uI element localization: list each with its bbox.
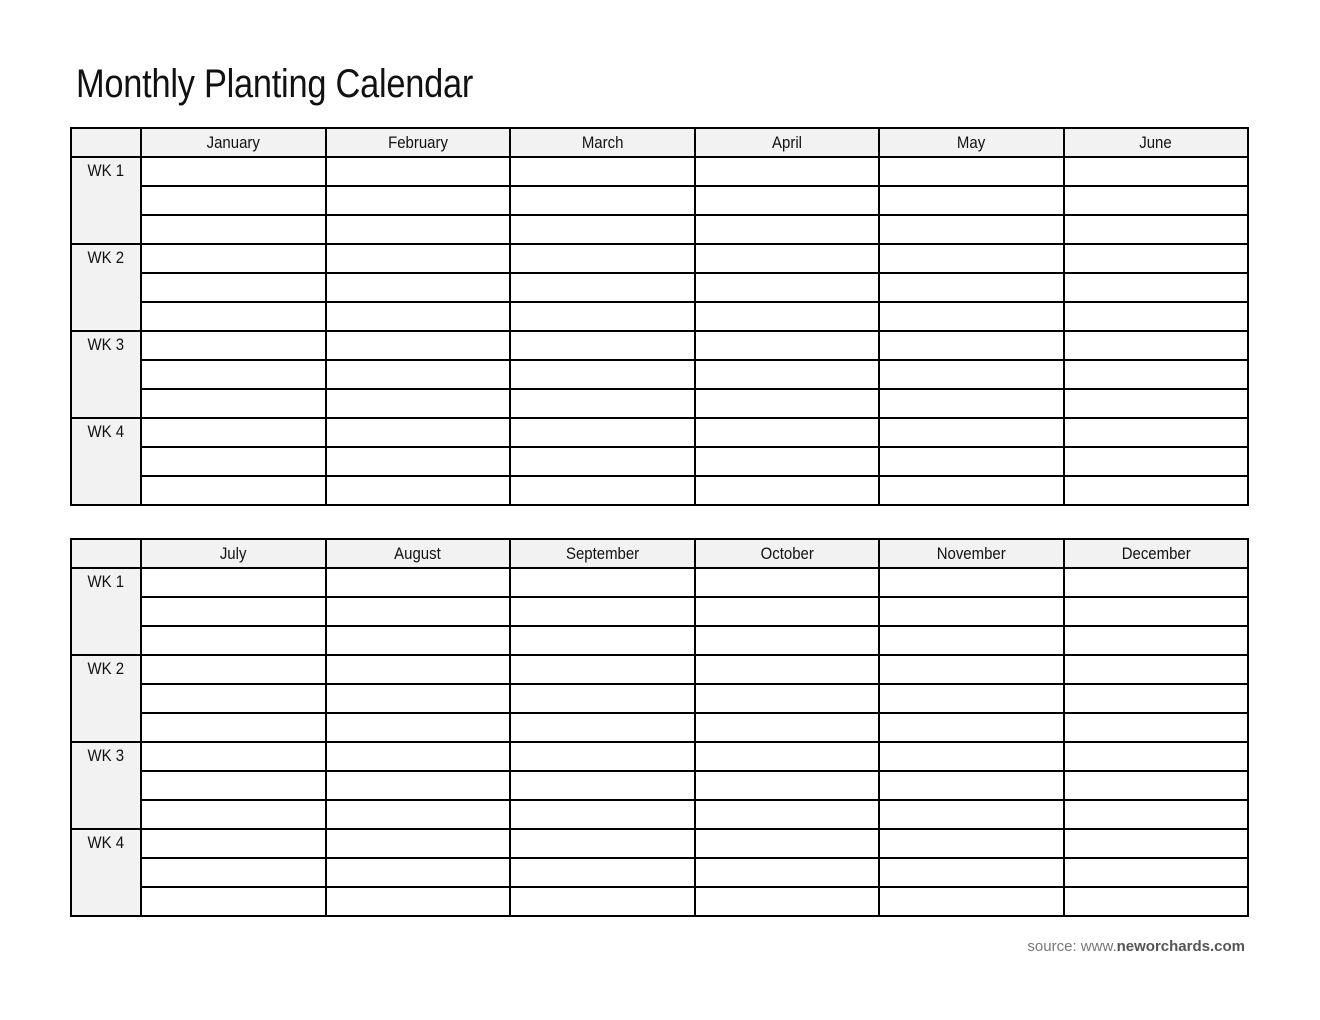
planting-cell[interactable] xyxy=(879,829,1064,858)
planting-cell[interactable] xyxy=(695,771,880,800)
planting-cell[interactable] xyxy=(510,302,695,331)
planting-cell[interactable] xyxy=(510,829,695,858)
planting-cell[interactable] xyxy=(1064,829,1249,858)
week-label: WK 4 xyxy=(71,829,141,916)
planting-cell[interactable] xyxy=(695,829,880,858)
planting-cell[interactable] xyxy=(879,331,1064,360)
planting-cell[interactable] xyxy=(510,655,695,684)
week-label: WK 1 xyxy=(71,568,141,655)
planting-cell[interactable] xyxy=(141,655,326,684)
planting-cell[interactable] xyxy=(326,360,511,389)
planting-cell[interactable] xyxy=(879,215,1064,244)
month-header: January xyxy=(141,128,326,157)
planting-cell[interactable] xyxy=(141,476,326,505)
month-header: June xyxy=(1064,128,1249,157)
planting-cell[interactable] xyxy=(695,302,880,331)
planting-cell[interactable] xyxy=(879,771,1064,800)
planting-cell[interactable] xyxy=(695,568,880,597)
planting-cell[interactable] xyxy=(695,273,880,302)
planting-cell[interactable] xyxy=(695,186,880,215)
planting-cell[interactable] xyxy=(326,655,511,684)
week-label: WK 4 xyxy=(71,418,141,505)
table-row xyxy=(71,887,1248,916)
table-row xyxy=(71,331,1248,360)
planting-cell[interactable] xyxy=(1064,273,1249,302)
planting-cell[interactable] xyxy=(879,418,1064,447)
table-row xyxy=(71,476,1248,505)
planting-cell[interactable] xyxy=(326,713,511,742)
planting-cell[interactable] xyxy=(510,389,695,418)
table-row xyxy=(71,360,1248,389)
planting-cell[interactable] xyxy=(695,713,880,742)
planting-cell[interactable] xyxy=(1064,302,1249,331)
calendar-table-jul-dec xyxy=(70,538,1249,917)
planting-cell[interactable] xyxy=(510,742,695,771)
table-row xyxy=(71,655,1248,684)
month-header: December xyxy=(1064,539,1249,568)
planting-cell[interactable] xyxy=(879,360,1064,389)
planting-cell[interactable] xyxy=(510,273,695,302)
planting-cell[interactable] xyxy=(1064,800,1249,829)
planting-cell[interactable] xyxy=(879,684,1064,713)
planting-cell[interactable] xyxy=(141,157,326,186)
planting-cell[interactable] xyxy=(879,713,1064,742)
planting-cell[interactable] xyxy=(326,273,511,302)
month-header: September xyxy=(510,539,695,568)
planting-cell[interactable] xyxy=(1064,447,1249,476)
planting-cell[interactable] xyxy=(141,597,326,626)
week-label: WK 2 xyxy=(71,655,141,742)
planting-cell[interactable] xyxy=(326,771,511,800)
planting-cell[interactable] xyxy=(879,626,1064,655)
planting-cell[interactable] xyxy=(510,157,695,186)
month-header: February xyxy=(326,128,511,157)
planting-cell[interactable] xyxy=(1064,331,1249,360)
planting-cell[interactable] xyxy=(1064,887,1249,916)
planting-cell[interactable] xyxy=(695,684,880,713)
planting-cell[interactable] xyxy=(326,157,511,186)
week-label: WK 2 xyxy=(71,244,141,331)
planting-cell[interactable] xyxy=(510,858,695,887)
planting-cell[interactable] xyxy=(326,244,511,273)
table-row xyxy=(71,713,1248,742)
planting-cell[interactable] xyxy=(1064,186,1249,215)
planting-cell[interactable] xyxy=(879,447,1064,476)
table-row xyxy=(71,273,1248,302)
planting-cell[interactable] xyxy=(141,568,326,597)
planting-cell[interactable] xyxy=(879,476,1064,505)
planting-cell[interactable] xyxy=(1064,597,1249,626)
planting-cell[interactable] xyxy=(695,215,880,244)
planting-cell[interactable] xyxy=(141,858,326,887)
planting-cell[interactable] xyxy=(695,244,880,273)
planting-cell[interactable] xyxy=(326,186,511,215)
source-prefix: source: www. xyxy=(1027,938,1117,955)
planting-cell[interactable] xyxy=(326,597,511,626)
week-label: WK 1 xyxy=(71,157,141,244)
planting-cell[interactable] xyxy=(326,800,511,829)
planting-cell[interactable] xyxy=(879,157,1064,186)
planting-cell[interactable] xyxy=(510,360,695,389)
header-row xyxy=(71,128,1248,157)
planting-cell[interactable] xyxy=(695,887,880,916)
planting-cell[interactable] xyxy=(879,244,1064,273)
planting-cell[interactable] xyxy=(695,447,880,476)
planting-cell[interactable] xyxy=(695,858,880,887)
planting-cell[interactable] xyxy=(879,186,1064,215)
planting-cell[interactable] xyxy=(695,389,880,418)
planting-cell[interactable] xyxy=(1064,244,1249,273)
planting-cell[interactable] xyxy=(510,244,695,273)
planting-cell[interactable] xyxy=(510,568,695,597)
planting-cell[interactable] xyxy=(1064,626,1249,655)
planting-cell[interactable] xyxy=(326,418,511,447)
source-credit xyxy=(1027,938,1245,955)
planting-cell[interactable] xyxy=(141,215,326,244)
planting-cell[interactable] xyxy=(326,331,511,360)
planting-cell[interactable] xyxy=(879,800,1064,829)
planting-cell[interactable] xyxy=(326,626,511,655)
page-title: Monthly Planting Calendar xyxy=(76,62,474,106)
planting-cell[interactable] xyxy=(141,887,326,916)
table-row xyxy=(71,684,1248,713)
planting-cell[interactable] xyxy=(141,684,326,713)
planting-cell[interactable] xyxy=(510,800,695,829)
planting-cell[interactable] xyxy=(695,597,880,626)
month-header: August xyxy=(326,539,511,568)
planting-cell[interactable] xyxy=(510,713,695,742)
planting-cell[interactable] xyxy=(510,476,695,505)
table-row xyxy=(71,597,1248,626)
planting-cell[interactable] xyxy=(695,157,880,186)
planting-cell[interactable] xyxy=(141,829,326,858)
planting-cell[interactable] xyxy=(141,302,326,331)
planting-cell[interactable] xyxy=(879,742,1064,771)
planting-cell[interactable] xyxy=(879,302,1064,331)
table-row xyxy=(71,186,1248,215)
planting-cell[interactable] xyxy=(695,476,880,505)
week-label: WK 3 xyxy=(71,331,141,418)
corner-cell xyxy=(71,128,141,157)
planting-cell[interactable] xyxy=(326,887,511,916)
planting-cell[interactable] xyxy=(510,771,695,800)
planting-cell[interactable] xyxy=(1064,389,1249,418)
planting-cell[interactable] xyxy=(510,887,695,916)
planting-cell[interactable] xyxy=(879,389,1064,418)
planting-cell[interactable] xyxy=(1064,858,1249,887)
planting-cell[interactable] xyxy=(510,447,695,476)
table-row xyxy=(71,389,1248,418)
planting-cell[interactable] xyxy=(879,858,1064,887)
planting-cell[interactable] xyxy=(141,331,326,360)
planting-cell[interactable] xyxy=(1064,476,1249,505)
table-row xyxy=(71,858,1248,887)
planting-cell[interactable] xyxy=(141,742,326,771)
planting-cell[interactable] xyxy=(326,829,511,858)
planting-cell[interactable] xyxy=(1064,418,1249,447)
planting-cell[interactable] xyxy=(141,771,326,800)
table-row xyxy=(71,626,1248,655)
planting-cell[interactable] xyxy=(326,476,511,505)
planting-cell[interactable] xyxy=(326,858,511,887)
planting-cell[interactable] xyxy=(141,418,326,447)
planting-cell[interactable] xyxy=(879,273,1064,302)
planting-cell[interactable] xyxy=(510,186,695,215)
planting-cell[interactable] xyxy=(510,626,695,655)
planting-cell[interactable] xyxy=(695,360,880,389)
month-header: October xyxy=(695,539,880,568)
week-label: WK 3 xyxy=(71,742,141,829)
planting-cell[interactable] xyxy=(879,597,1064,626)
planting-cell[interactable] xyxy=(326,215,511,244)
planting-cell[interactable] xyxy=(510,684,695,713)
planting-cell[interactable] xyxy=(141,186,326,215)
table-row xyxy=(71,829,1248,858)
planting-cell[interactable] xyxy=(1064,771,1249,800)
planting-cell[interactable] xyxy=(141,389,326,418)
planting-cell[interactable] xyxy=(141,360,326,389)
table-row xyxy=(71,244,1248,273)
planting-cell[interactable] xyxy=(879,655,1064,684)
table-row xyxy=(71,742,1248,771)
planting-cell[interactable] xyxy=(141,713,326,742)
table-row xyxy=(71,418,1248,447)
table-row xyxy=(71,157,1248,186)
planting-cell[interactable] xyxy=(326,742,511,771)
planting-cell[interactable] xyxy=(1064,215,1249,244)
planting-cell[interactable] xyxy=(1064,655,1249,684)
planting-cell[interactable] xyxy=(326,302,511,331)
planting-cell[interactable] xyxy=(1064,684,1249,713)
table-row xyxy=(71,447,1248,476)
source-domain: neworchards.com xyxy=(1116,938,1245,955)
planting-cell[interactable] xyxy=(1064,568,1249,597)
corner-cell xyxy=(71,539,141,568)
planting-cell[interactable] xyxy=(326,389,511,418)
planting-cell[interactable] xyxy=(695,626,880,655)
planting-cell[interactable] xyxy=(695,742,880,771)
table-row xyxy=(71,771,1248,800)
planting-cell[interactable] xyxy=(141,447,326,476)
planting-cell[interactable] xyxy=(510,418,695,447)
month-header: April xyxy=(695,128,880,157)
table-row xyxy=(71,215,1248,244)
planting-cell[interactable] xyxy=(879,568,1064,597)
table-row xyxy=(71,800,1248,829)
planting-cell[interactable] xyxy=(141,244,326,273)
planting-cell[interactable] xyxy=(326,568,511,597)
planting-cell[interactable] xyxy=(1064,360,1249,389)
planting-cell[interactable] xyxy=(326,447,511,476)
header-row xyxy=(71,539,1248,568)
calendar-table-jan-jun xyxy=(70,127,1249,506)
planting-cell[interactable] xyxy=(1064,157,1249,186)
table-row xyxy=(71,568,1248,597)
month-header: March xyxy=(510,128,695,157)
planting-cell[interactable] xyxy=(141,800,326,829)
planting-cell[interactable] xyxy=(141,273,326,302)
planting-cell[interactable] xyxy=(695,800,880,829)
planting-cell[interactable] xyxy=(695,331,880,360)
planting-cell[interactable] xyxy=(326,684,511,713)
planting-cell[interactable] xyxy=(695,418,880,447)
planting-cell[interactable] xyxy=(510,215,695,244)
planting-cell[interactable] xyxy=(879,887,1064,916)
month-header: July xyxy=(141,539,326,568)
planting-cell[interactable] xyxy=(1064,742,1249,771)
planting-cell[interactable] xyxy=(510,331,695,360)
planting-cell[interactable] xyxy=(1064,713,1249,742)
planting-cell[interactable] xyxy=(510,597,695,626)
planting-cell[interactable] xyxy=(695,655,880,684)
month-header: May xyxy=(879,128,1064,157)
table-row xyxy=(71,302,1248,331)
planting-cell[interactable] xyxy=(141,626,326,655)
month-header: November xyxy=(879,539,1064,568)
